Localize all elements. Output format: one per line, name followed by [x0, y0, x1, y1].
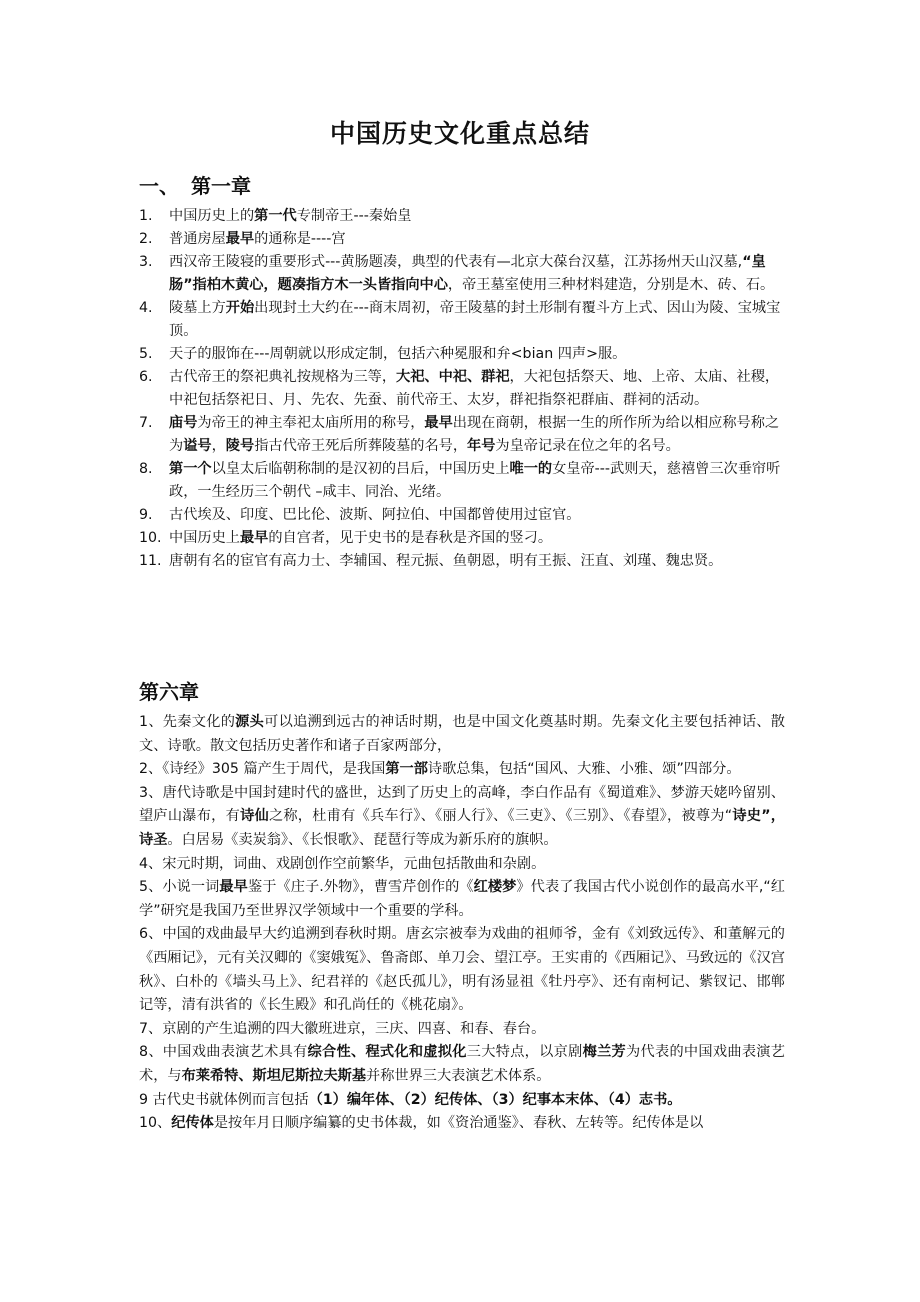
paragraph: [139, 1112, 785, 1136]
bold-text: “皇肠”指柏木黄心，题凑指方木一头皆指向中心: [169, 254, 766, 293]
list-item-number: 2.: [139, 231, 153, 247]
text-run: 唐朝有名的宦官有高力士、李辅国、程元振、鱼朝恩，明有王振、汪直、刘瑾、魏忠贤。: [169, 553, 723, 569]
text-run: 诗歌总集，包括“国风、大雅、小雅、颂”四部分。: [427, 761, 741, 778]
list-item: [139, 550, 785, 573]
bold-text: 布莱希特、斯坦尼斯拉夫斯基: [181, 1067, 367, 1084]
list-item: [139, 366, 785, 412]
text-run: 8、中国戏曲表演艺术具有: [139, 1044, 308, 1061]
text-run: 9 古代史书就体例而言包括: [139, 1091, 309, 1108]
text-run: 陵墓上方: [169, 300, 226, 316]
chapter6-heading: 第六章: [139, 680, 199, 704]
bold-text: 源头: [235, 714, 265, 730]
bold-text: 诗仙: [240, 808, 269, 825]
document-title: 中国历史文化重点总结: [329, 119, 590, 148]
bold-text: 第一代: [254, 208, 297, 224]
list-item-number: 4.: [139, 300, 153, 316]
bold-text: 第一部: [385, 761, 428, 778]
bold-text: 陵号: [225, 438, 255, 454]
paragraph: [139, 876, 785, 923]
bold-text: 纪传体: [171, 1115, 214, 1132]
bold-text: （1）编年体、（2）纪传体、（3）纪事本末体、（4）志书。: [308, 1091, 682, 1108]
paragraph: [139, 1041, 785, 1088]
paragraph: [139, 1089, 785, 1113]
text-run: 5、小说一词: [139, 879, 220, 896]
paragraph: [139, 711, 785, 758]
chapter1-list: [139, 205, 785, 573]
text-run: 天子的服饰在---周朝就以形成定制，包括六种冕服和弁<bian 四声>服。: [169, 346, 627, 362]
chapter1-title: 第一章: [191, 174, 251, 198]
bold-text: 开始: [225, 300, 255, 316]
text-run: 中国历史上: [169, 530, 240, 546]
text-run: ，帝王墓室使用三种材料建造，分别是木、砖、石。: [447, 277, 775, 293]
text-run: 普通房屋: [169, 231, 226, 247]
bold-text: 庙号: [169, 415, 198, 431]
bold-text: 年号: [467, 438, 496, 454]
text-run: ，: [211, 438, 226, 454]
paragraph: [139, 853, 785, 877]
bold-text: 最早: [239, 530, 269, 546]
text-run: 鉴于《庄子.外物》，曹雪芹创作的《: [247, 879, 474, 896]
text-run: 4、宋元时期，词曲、戏剧创作空前繁华，元曲包括散曲和杂剧。: [139, 855, 546, 872]
text-run: 的自宫者，见于史书的是春秋是齐国的竖刁。: [268, 530, 553, 546]
text-run: 指古代帝王死后所葬陵墓的名号，: [254, 438, 468, 454]
list-item: [139, 504, 785, 527]
text-run: 中国历史上的: [169, 208, 255, 224]
bold-text: 最早: [424, 415, 453, 431]
bold-text: 梅兰芳: [582, 1044, 627, 1061]
text-run: 为帝王的神主奉祀太庙所用的称号，: [197, 415, 425, 431]
list-item: [139, 251, 785, 297]
text-run: 》代表了我国古代小说创作的最高水平,“红学”研究是我国乃至世界汉学领域中一个重要的学科。: [139, 879, 785, 919]
list-item-number: 11.: [139, 553, 162, 569]
bold-text: 红楼梦: [473, 879, 517, 896]
paragraph: [139, 1018, 785, 1042]
list-item: [139, 205, 785, 228]
text-run: 出现在商朝，根据一生的所作所为给以相应称号称之为: [169, 415, 780, 454]
text-run: 为代表的中国戏曲表演艺术，与: [139, 1044, 785, 1084]
list-item: [139, 412, 785, 458]
list-item-number: 10.: [139, 530, 162, 546]
text-run: 的通称是----宫: [254, 231, 346, 247]
bold-text: 大祀、中祀、群祀: [396, 369, 510, 385]
text-run: 西汉帝王陵寝的重要形式---黄肠题凑，典型的代表有—北京大葆台汉墓，江苏扬州天山汉墓,: [169, 254, 743, 270]
text-run: 6、中国的戏曲最早大约追溯到春秋时期。唐玄宗被奉为戏曲的祖师爷，金有《刘致远传》、和董解元的《西厢记》，元有关汉卿的《窦娥冤》、鲁斋郎、单刀会、望江亭。王实甫的《西厢记》、马致远的《汉宫秋》、白朴的《墙头马上》、纪君祥的《赵氏孤儿》，明有汤显祖《牡丹亭》、还有南柯记、紫钗记、邯郸记等，清有洪省的《长生殿》和孔尚任的《桃花扇》。: [139, 926, 785, 1014]
text-run: 可以追溯到远古的神话时期，也是中国文化奠基时期。先秦文化主要包括神话、散文、诗歌。散文包括历史著作和诸子百家两部分，: [139, 714, 785, 754]
bold-text: 谥号: [183, 438, 212, 454]
list-item: [139, 228, 785, 251]
text-run: 之称，杜甫有《兵车行》、《丽人行》、《三吏》、《三别》、《春望》，被尊为“: [268, 808, 733, 825]
list-item-number: 3.: [139, 254, 153, 270]
bold-text: 第一个: [169, 461, 212, 477]
text-run: 1、先秦文化的: [139, 714, 236, 730]
text-run: 出现封土大约在---商末周初，帝王陵墓的封土形制有覆斗方上式、因山为陵、宝城宝顶。: [169, 300, 781, 339]
text-run: 10、: [139, 1115, 172, 1132]
text-run: 三大特点，以京剧: [466, 1044, 583, 1061]
list-item-number: 5.: [139, 346, 153, 362]
text-run: 以皇太后临朝称制的是汉初的吕后，中国历史上: [211, 461, 510, 477]
text-run: 专制帝王---秦始皇: [296, 208, 412, 224]
text-run: 是按年月日顺序编纂的史书体裁，如《资治通鉴》、春秋、左转等。纪传体是以: [213, 1115, 704, 1132]
list-item-number: 9.: [139, 507, 153, 523]
paragraph: [139, 782, 785, 853]
text-run: ，大祀包括祭天、地、上帝、太庙、社稷，中祀包括祭祀日、月、先农、先蚕、前代帝王、太岁，群祀指祭祀群庙、群祠的活动。: [169, 369, 780, 408]
bold-text: 最早: [219, 879, 248, 896]
list-item-number: 8.: [139, 461, 153, 477]
paragraph: [139, 758, 785, 782]
list-item: [139, 297, 785, 343]
text-run: 3、唐代诗歌是中国封建时代的盛世，达到了历史上的高峰，李白作品有《蜀道难》、梦游天姥吟留别、望庐山瀑布，有: [139, 784, 785, 825]
chapter1-heading: [139, 170, 251, 199]
chapter1-number: 一、: [139, 174, 179, 198]
bold-text: 最早: [225, 231, 255, 247]
list-item: [139, 527, 785, 550]
bold-text: 唯一的: [509, 461, 553, 477]
bold-text: 诗史”，诗圣: [139, 808, 785, 848]
text-run: 7、京剧的产生追溯的四大徽班进京，三庆、四喜、和春、春台。: [139, 1020, 546, 1037]
list-item-number: 1.: [139, 208, 153, 224]
text-run: 并称世界三大表演艺术体系。: [366, 1067, 551, 1084]
paragraph: [139, 923, 785, 1017]
text-run: 2、《诗经》305 篇产生于周代，是我国: [139, 761, 386, 778]
text-run: 女皇帝---武则天，慈禧曾三次垂帘听政，一生经历三个朝代 –咸丰、同治、光绪。: [169, 461, 781, 500]
chapter6-body: [139, 711, 785, 1136]
bold-text: 综合性、程式化和虚拟化: [307, 1044, 467, 1061]
text-run: 古代帝王的祭祀典礼按规格为三等，: [169, 369, 397, 385]
list-item-number: 7.: [139, 415, 153, 431]
list-item: [139, 458, 785, 504]
text-run: 为皇帝记录在位之年的名号。: [495, 438, 680, 454]
text-run: 。白居易《卖炭翁》、《长恨歌》、琵琶行等成为新乐府的旗帜。: [167, 831, 558, 848]
list-item-number: 6.: [139, 369, 153, 385]
list-item: [139, 343, 785, 366]
text-run: 古代埃及、印度、巴比伦、波斯、阿拉伯、中国都曾使用过宦官。: [169, 507, 581, 523]
